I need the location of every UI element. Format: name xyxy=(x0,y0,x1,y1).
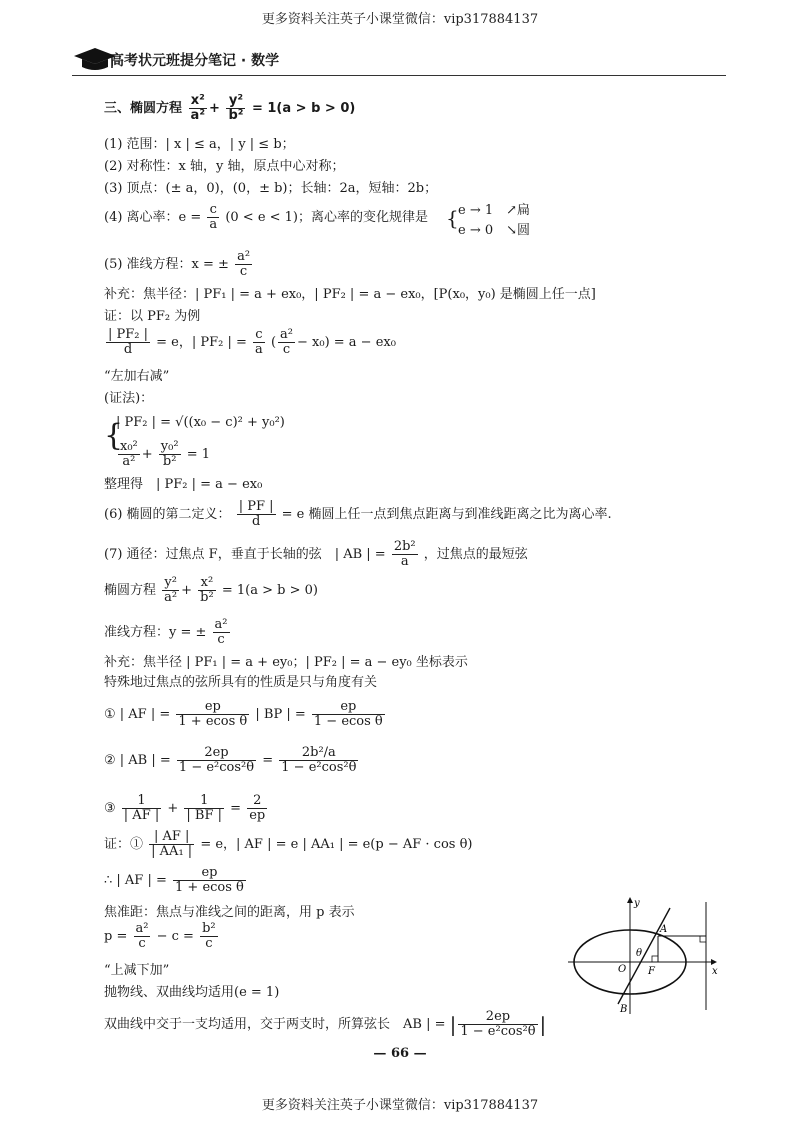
system-line-2: $\frac{\text{x₀²}}{\text{a²}}$ + $\frac{\text{y₀²}}{\text{b²}}$ = 1 xyxy=(120,439,211,469)
right-angle-mark xyxy=(652,956,658,962)
simplify: 整理得 | PF₂ | = a − ex₀ xyxy=(104,477,263,492)
item-vertex: (3) 顶点：(± a，0)，(0，± b)；长轴：2a，短轴：2b； xyxy=(104,181,438,196)
focal-distance: 焦准距：焦点与准线之间的距离，用 p 表示 xyxy=(104,905,355,920)
label-A: A xyxy=(660,924,668,935)
property-3: ③ $\frac{1}{| AF |}$ + $\frac{1}{| BF |}$ = $\frac{2}{ep}$ xyxy=(104,793,266,823)
item-eccentricity: (4) 离心率：e = $\frac{c}{a}$ (0 < e < 1)；离心率的变化规律是 xyxy=(104,202,429,232)
focal-radius-vertical: 补充：焦半径 | PF₁ | = a + ey₀；| PF₂ | = a − ey₀ 坐标表示 xyxy=(104,655,468,670)
label-B: B xyxy=(620,1004,628,1015)
page-number: — 66 — xyxy=(373,1046,427,1061)
directrix-vertical: 准线方程：y = ± $\frac{\text{a²}}{c}$ xyxy=(104,617,228,647)
parabola-note: 抛物线、双曲线均适用(e = 1) xyxy=(104,985,280,1000)
proof-2: 证：① $\frac{| AF |}{\text{| AA₁ |}}$ = e，| AF | = e | AA₁ | = e(p − AF · cos θ) xyxy=(104,829,473,859)
label-theta: θ xyxy=(636,948,643,959)
p-formula: p = $\frac{\text{a²}}{c}$ − c = $\frac{\text{b²}}{c}$ xyxy=(104,921,216,951)
focal-chord xyxy=(618,908,670,1004)
ellipse-figure xyxy=(566,892,724,1020)
system-brace: { xyxy=(104,418,124,453)
special-property: 特殊地过焦点的弦所具有的性质是只与角度有关 xyxy=(104,675,378,690)
section-heading: 三、椭圆方程 $\frac{\text{x²}}{\text{a²}}$ + $\frac{\text{y²}}{\text{b²}}$ = 1(a > b > 0) xyxy=(104,93,356,123)
ecc-rule-2: e → 0 ↘圆 xyxy=(458,223,531,238)
system-line-1: | PF₂ | = √((x₀ − c)² + y₀²) xyxy=(116,415,285,430)
watermark-top: 更多资料关注英子小课堂微信：vip317884137 xyxy=(261,12,539,27)
item-range: (1) 范围：| x | ≤ a，| y | ≤ b； xyxy=(104,137,295,152)
proof-method: (证法)： xyxy=(104,391,154,406)
up-sub-down-add: “上减下加” xyxy=(104,963,170,978)
hyperbola-note: 双曲线中交于一支均适用，交于两支时，所算弦长 AB | = | $\frac{2ep}{\text{1 − e²cos²θ}}$ | xyxy=(104,1009,547,1039)
ecc-brace: { xyxy=(446,206,459,230)
header-title: 高考状元班提分笔记 · 数学 xyxy=(110,53,280,69)
label-y: y xyxy=(634,898,640,909)
property-2: ② | AB | = $\frac{2ep}{\text{1 − e²cos²θ}}$ = $\frac{\text{2b²/a}}{\text{1 − e²cos²θ}}$ xyxy=(104,745,357,775)
label-O: O xyxy=(618,964,627,975)
item-symmetry: (2) 对称性：x 轴，y 轴，原点中心对称； xyxy=(104,159,345,174)
page-header xyxy=(72,44,726,76)
left-add-right-sub: “左加右减” xyxy=(104,369,170,384)
therefore-line: ∴ | AF | = $\frac{ep}{\text{1 + ecos θ}}$ xyxy=(104,865,244,895)
label-F: F xyxy=(648,966,655,977)
latus-rectum: (7) 通径：过焦点 F，垂直于长轴的弦 | AB | = $\frac{\text{2b²}}{a}$ ，过焦点的最短弦 xyxy=(104,539,528,569)
item-directrix: (5) 准线方程：x = ± $\frac{\text{a²}}{c}$ xyxy=(104,249,251,279)
ecc-rule-1: e → 1 ↗扁 xyxy=(458,203,531,218)
right-angle-mark-2 xyxy=(700,936,706,942)
proof-intro: 证：以 PF₂ 为例 xyxy=(104,309,201,324)
watermark-bottom: 更多资料关注英子小课堂微信：vip317884137 xyxy=(261,1098,539,1113)
proof-line: $\frac{\text{| PF₂ |}}{d}$ = e，| PF₂ | = $\frac{c}{a}$ ( $\frac{\text{a²}}{c}$ − x₀) = a − ex₀ xyxy=(108,327,396,357)
label-x: x xyxy=(712,966,718,977)
ellipse-vertical: 椭圆方程 $\frac{\text{y²}}{\text{a²}}$ + $\frac{\text{x²}}{\text{b²}}$ = 1(a > b > 0) xyxy=(104,575,318,605)
second-definition: (6) 椭圆的第二定义： $\frac{| PF |}{d}$ = e 椭圆上任一点到焦点距离与到准线距离之比为离心率. xyxy=(104,499,612,529)
property-1: ① | AF | = $\frac{ep}{\text{1 + ecos θ}}$ | BP | = $\frac{ep}{\text{1 − ecos θ}}$ xyxy=(104,699,383,729)
focal-radius: 补充：焦半径：| PF₁ | = a + ex₀，| PF₂ | = a − ex₀，[P(x₀，y₀) 是椭圆上任一点] xyxy=(104,287,596,302)
